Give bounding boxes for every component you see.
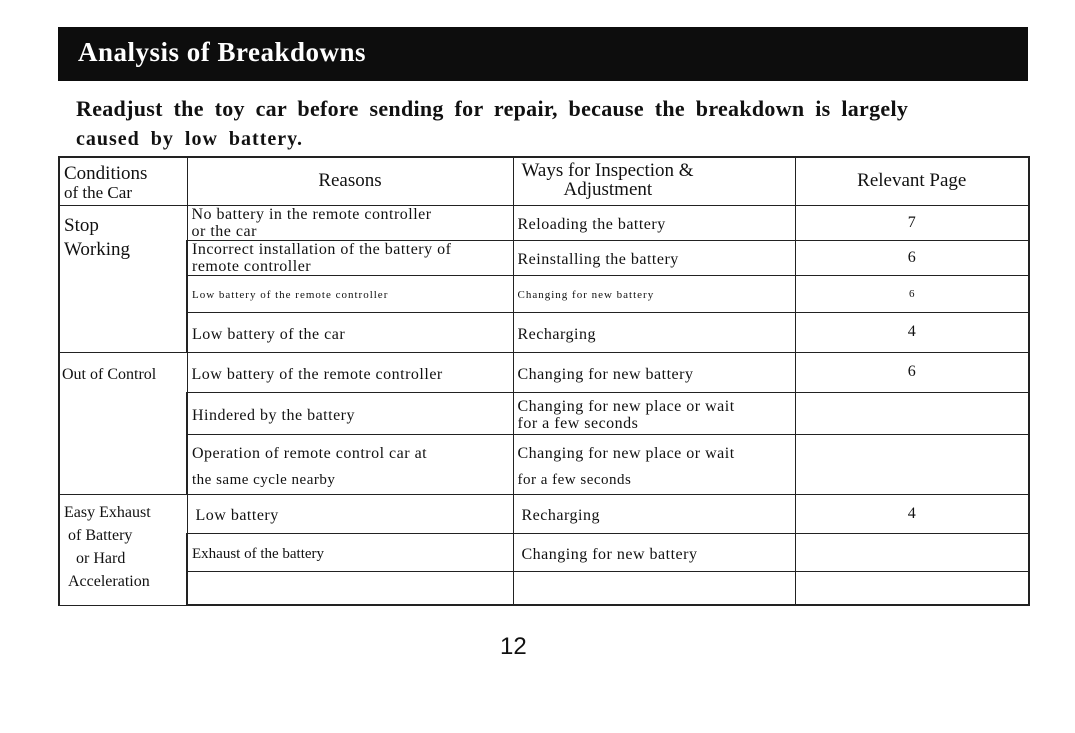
way-line: Changing for new place or wait	[517, 444, 735, 462]
way-cell: Changing for new battery	[513, 533, 795, 571]
way-cell: Reloading the battery	[513, 205, 795, 240]
condition-line: Working	[64, 238, 131, 260]
page-number: 12	[500, 633, 527, 660]
intro-line-1: Readjust the toy car before sending for repair, because the breakdown is largely	[76, 96, 909, 121]
table-row	[59, 205, 1029, 240]
reason-cell	[187, 434, 513, 494]
reason-line: the same cycle nearby	[192, 471, 336, 488]
reason-cell: Hindered by the battery	[187, 392, 513, 434]
condition-line: Acceleration	[68, 572, 150, 590]
page-cell: 6	[795, 352, 1029, 392]
condition-easy-exhaust	[59, 494, 187, 605]
way-line: for a few seconds	[517, 415, 639, 432]
way-line: for a few seconds	[517, 471, 632, 488]
table-header-row	[59, 157, 1029, 205]
table-row	[59, 392, 1029, 434]
way-cell	[513, 392, 795, 434]
table-row	[59, 533, 1029, 571]
table-row	[59, 275, 1029, 312]
condition-stop-working	[59, 205, 187, 352]
reason-line: remote controller	[192, 257, 312, 275]
condition-out-of-control: Out of Control	[59, 352, 187, 494]
header-ways-line-1: Ways for Inspection &	[521, 160, 694, 181]
condition-line: Stop	[64, 214, 99, 236]
reason-line: Operation of remote control car at	[192, 444, 428, 462]
table-row	[59, 352, 1029, 392]
reason-line: or the car	[191, 222, 257, 240]
way-cell: Changing for new battery	[513, 275, 795, 312]
page-cell: 7	[795, 205, 1029, 240]
page-cell	[795, 392, 1029, 434]
header-ways-line-2: Adjustment	[563, 179, 653, 200]
way-cell	[513, 434, 795, 494]
page-cell: 4	[795, 494, 1029, 533]
title-bar	[58, 27, 1028, 81]
intro-line-2: caused by low battery.	[76, 128, 303, 150]
reason-cell: Low battery of the remote controller	[187, 275, 513, 312]
way-cell	[513, 571, 795, 605]
page-cell: 4	[795, 312, 1029, 352]
way-cell: Changing for new battery	[513, 352, 795, 392]
reason-cell: Low battery	[187, 494, 513, 533]
reason-line: No battery in the remote controller	[191, 205, 432, 223]
page-cell	[795, 533, 1029, 571]
way-cell: Reinstalling the battery	[513, 240, 795, 275]
header-reasons: Reasons	[187, 157, 513, 205]
way-cell: Recharging	[513, 312, 795, 352]
table-row	[59, 434, 1029, 494]
header-conditions	[59, 157, 187, 205]
page-cell	[795, 434, 1029, 494]
reason-cell	[187, 571, 513, 605]
reason-line: Incorrect installation of the battery of	[192, 240, 452, 258]
page-cell: 6	[795, 275, 1029, 312]
header-conditions-line-2: of the Car	[64, 183, 132, 202]
page-cell	[795, 571, 1029, 605]
table-row	[59, 571, 1029, 605]
header-conditions-line-1: Conditions	[64, 163, 148, 184]
intro-paragraph	[76, 94, 1016, 154]
condition-line: of Battery	[68, 526, 133, 544]
breakdown-table	[58, 156, 1030, 606]
page-title: Analysis of Breakdowns	[78, 37, 367, 67]
way-line: Changing for new place or wait	[517, 398, 735, 415]
table-row	[59, 240, 1029, 275]
condition-line: Easy Exhaust	[64, 503, 151, 521]
page-cell: 6	[795, 240, 1029, 275]
table-row	[59, 312, 1029, 352]
reason-cell: Exhaust of the battery	[187, 533, 513, 571]
header-ways	[513, 157, 795, 205]
reason-cell: Low battery of the car	[187, 312, 513, 352]
condition-line: or Hard	[76, 549, 126, 567]
way-cell: Recharging	[513, 494, 795, 533]
header-relevant-page: Relevant Page	[795, 157, 1029, 205]
table-row	[59, 494, 1029, 533]
reason-cell	[187, 240, 513, 275]
reason-cell	[187, 205, 513, 240]
reason-cell: Low battery of the remote controller	[187, 352, 513, 392]
